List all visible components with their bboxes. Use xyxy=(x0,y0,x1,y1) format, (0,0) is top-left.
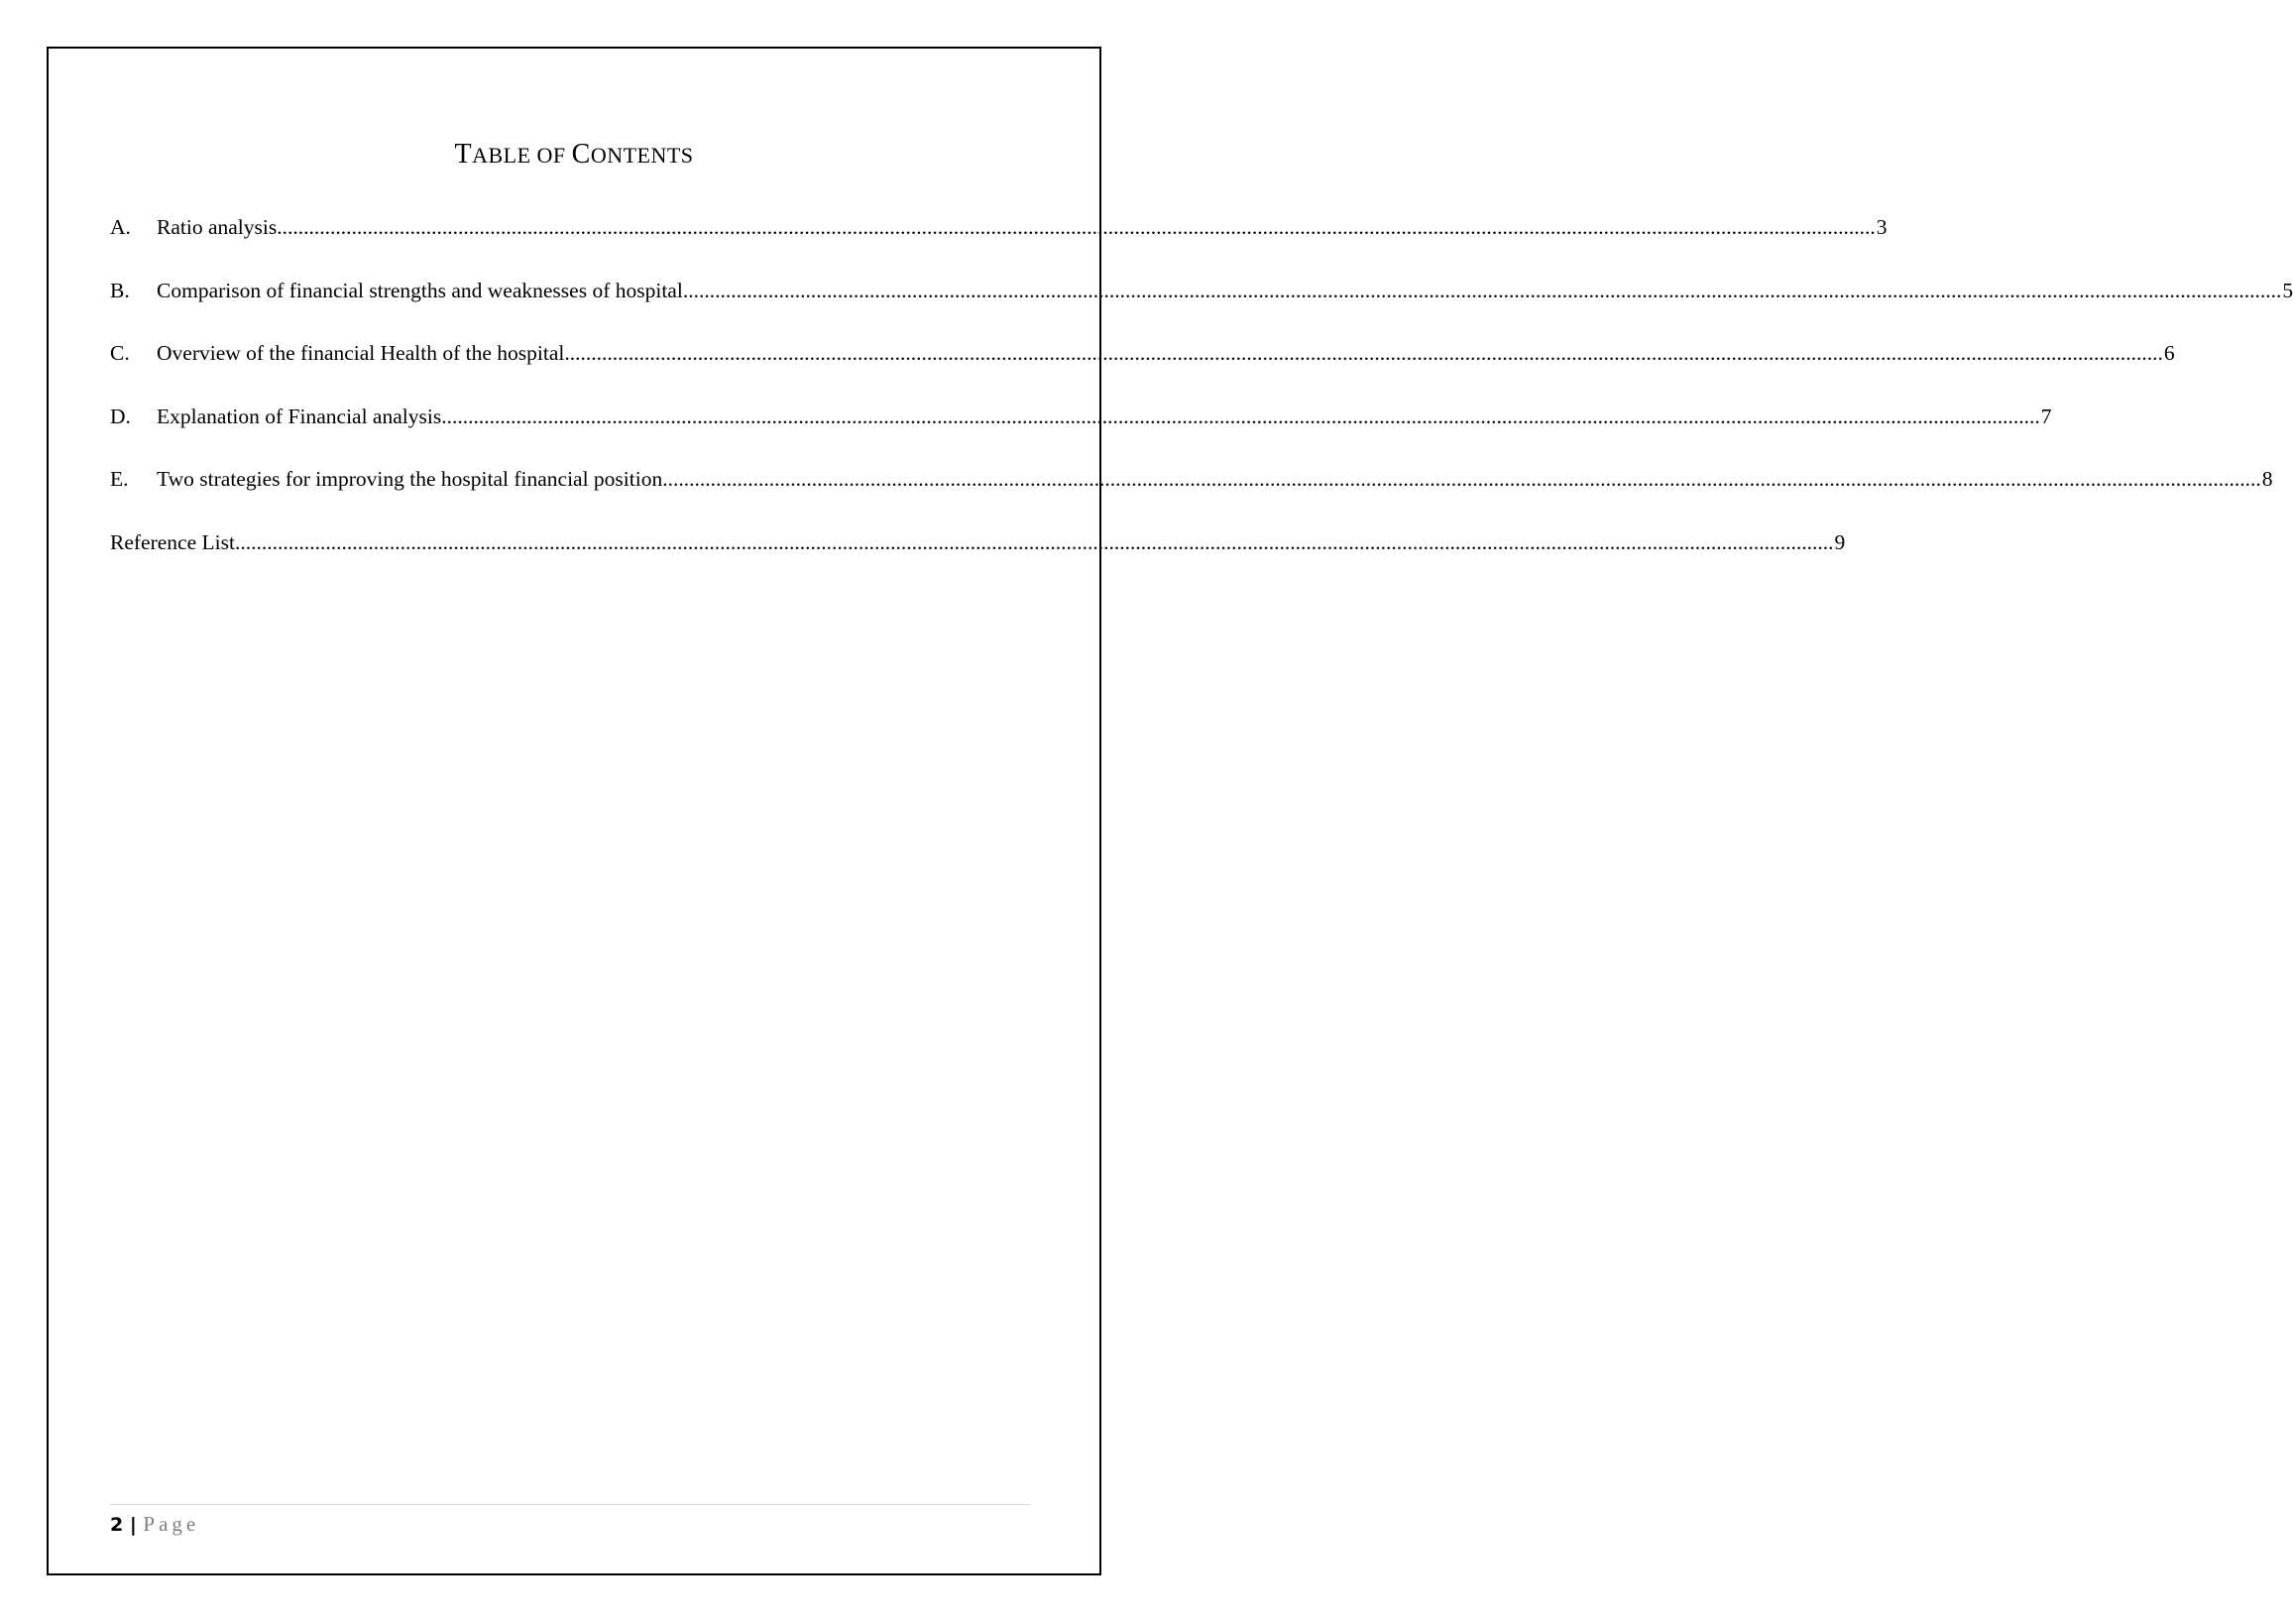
toc-title-c: C xyxy=(571,139,591,170)
toc-title-t: T xyxy=(454,139,473,170)
toc-title xyxy=(0,139,1148,171)
toc-entry-letter: C. xyxy=(110,341,130,366)
toc-entry-ratio-analysis[interactable] xyxy=(110,212,1888,276)
toc-title-able-of: ABLE OF xyxy=(472,143,572,168)
toc-entry-page: 7 xyxy=(2040,404,2052,428)
toc-leader-dots: ............................................................................................................................................................................................................................................................................................................ xyxy=(564,341,2163,366)
toc-entry-text: Overview of the financial Health of the hospital xyxy=(157,341,565,366)
footer-page-word: Page xyxy=(143,1512,200,1536)
footer-divider xyxy=(110,1504,1030,1505)
toc-list xyxy=(110,212,2293,591)
toc-entry-page: 8 xyxy=(2261,467,2273,492)
toc-entry-text: Reference List xyxy=(110,529,235,554)
toc-leader-dots: ............................................................................................................................................................................................................................................................................................................ xyxy=(662,467,2261,492)
toc-entry-text: Ratio analysis xyxy=(157,215,278,239)
toc-entry-strategies[interactable] xyxy=(110,464,2273,527)
toc-leader-dots: ............................................................................................................................................................................................................................................................................................................ xyxy=(234,529,1834,554)
toc-entry-letter: D. xyxy=(110,404,131,428)
footer-page-number: 2 xyxy=(110,1514,124,1536)
toc-entry-page: 5 xyxy=(2282,278,2293,302)
toc-entry-page: 6 xyxy=(2163,341,2175,366)
toc-title-ontents: ONTENTS xyxy=(590,143,694,168)
toc-leader-dots: ............................................................................................................................................................................................................................................................................................................ xyxy=(441,404,2040,428)
toc-entry-overview[interactable] xyxy=(110,338,2175,402)
toc-entry-reference-list[interactable] xyxy=(110,527,1846,591)
toc-entry-text: Explanation of Financial analysis xyxy=(157,404,442,428)
toc-entry-page: 3 xyxy=(1876,215,1888,239)
toc-leader-dots: ............................................................................................................................................................................................................................................................................................................ xyxy=(682,278,2282,302)
toc-entry-letter: A. xyxy=(110,215,131,239)
toc-entry-comparison[interactable] xyxy=(110,276,2293,339)
toc-entry-text: Comparison of financial strengths and weaknesses of hospital xyxy=(157,278,683,302)
toc-entry-page: 9 xyxy=(1834,529,1846,554)
footer-separator: | xyxy=(123,1514,144,1536)
toc-leader-dots: ............................................................................................................................................................................................................................................................................................................ xyxy=(277,215,1876,239)
toc-entry-letter: E. xyxy=(110,467,129,492)
toc-entry-explanation[interactable] xyxy=(110,402,2052,465)
page-footer xyxy=(110,1509,199,1540)
toc-entry-text: Two strategies for improving the hospital financial position xyxy=(157,467,663,492)
toc-entry-letter: B. xyxy=(110,278,130,302)
